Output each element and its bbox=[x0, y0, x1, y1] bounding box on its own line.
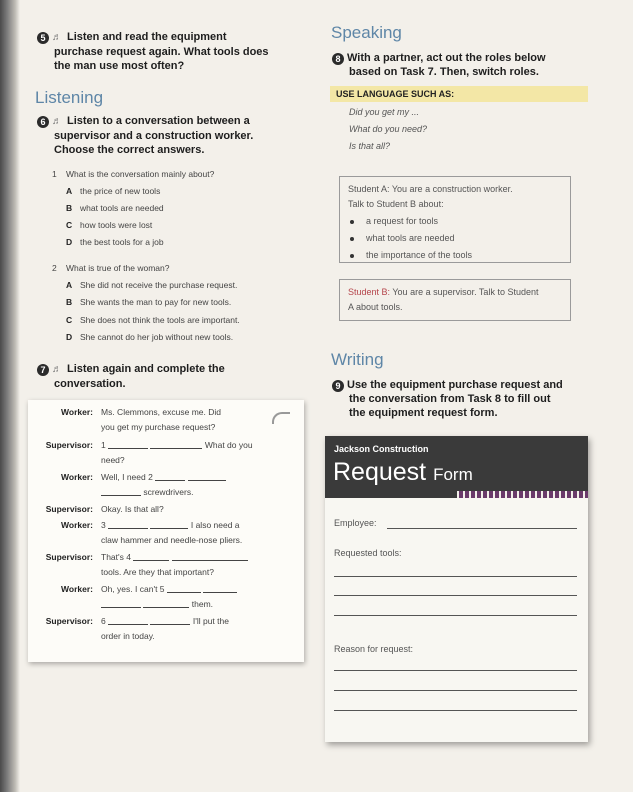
task-number-badge: 5 bbox=[37, 32, 49, 44]
form-header bbox=[325, 436, 588, 498]
question-2: 2 What is true of the woman? bbox=[52, 263, 170, 273]
task-number-badge: 7 bbox=[37, 364, 49, 376]
reason-label: Reason for request: bbox=[334, 644, 414, 654]
question-1: 1 What is the conversation mainly about? bbox=[52, 169, 215, 179]
question-2-option[interactable]: D She cannot do her job without new tools. bbox=[66, 332, 234, 342]
task-6-instruction: 6 ♬ Listen to a conversation between a supervisor and a construction worker. Choose the correct answers. bbox=[37, 114, 307, 157]
question-1-option[interactable]: C how tools were lost bbox=[66, 220, 153, 230]
student-a-role-box: Student A: You are a construction worker. Talk to Student B about: a request for tools what tools are needed the importance of the tools bbox=[339, 176, 571, 263]
student-b-role-box: Student B: You are a supervisor. Talk to Student A about tools. bbox=[339, 279, 571, 321]
answer-blank-5[interactable] bbox=[167, 583, 201, 593]
answer-blank-1[interactable] bbox=[108, 439, 148, 449]
task-number-badge: 6 bbox=[37, 116, 49, 128]
book-spine-shadow bbox=[0, 0, 20, 792]
employee-label: Employee: bbox=[334, 518, 377, 528]
audio-icon: ♬ bbox=[52, 116, 62, 127]
question-2-option[interactable]: B She wants the man to pay for new tools. bbox=[66, 297, 232, 307]
task-7-instruction: 7 ♬ Listen again and complete the conversation. bbox=[37, 362, 307, 391]
requested-tools-field[interactable] bbox=[334, 576, 577, 577]
reason-field[interactable] bbox=[334, 690, 577, 691]
task-number-badge: 8 bbox=[332, 53, 344, 65]
task-5-instruction: 5 ♬ Listen and read the equipment purchase request again. What tools does the man use most often? bbox=[37, 30, 307, 73]
audio-icon: ♬ bbox=[52, 364, 62, 375]
task-9-instruction: 9 Use the equipment purchase request and the conversation from Task 8 to fill out the equipment request form. bbox=[332, 378, 592, 420]
listening-heading: Listening bbox=[35, 88, 104, 107]
audio-icon: ♬ bbox=[52, 32, 62, 43]
dialogue-card: Worker: Ms. Clemmons, excuse me. Did you get my purchase request? Supervisor: 1 What do you need? Worker: Well, I need 2 screwdrivers. Supervisor: Okay. Is that all? Worker: 3 I also need a claw hammer and needle-nose pliers. Supervisor: That's 4 tools. Are they that important? Worker: Oh, yes. I can't 5 them. Supervisor: 6 I'll put the order in today. bbox=[28, 400, 304, 662]
question-2-option[interactable]: C She does not think the tools are important. bbox=[66, 315, 240, 325]
answer-blank-2[interactable] bbox=[155, 471, 185, 481]
phrase: Is that all? bbox=[349, 141, 391, 151]
example-phrases bbox=[349, 104, 427, 155]
phrase: Did you get my ... bbox=[349, 107, 420, 117]
requested-tools-label: Requested tools: bbox=[334, 548, 402, 558]
requested-tools-field[interactable] bbox=[334, 615, 577, 616]
question-2-option[interactable]: A She did not receive the purchase request. bbox=[66, 280, 238, 290]
question-1-option[interactable]: A the price of new tools bbox=[66, 186, 161, 196]
reason-field[interactable] bbox=[334, 670, 577, 671]
company-name: Jackson Construction bbox=[334, 444, 429, 454]
requested-tools-field[interactable] bbox=[334, 595, 577, 596]
form-body bbox=[325, 498, 588, 742]
answer-blank-3[interactable] bbox=[108, 519, 148, 529]
question-1-option[interactable]: B what tools are needed bbox=[66, 203, 164, 213]
task-8-instruction: 8 With a partner, act out the roles below based on Task 7. Then, switch roles. bbox=[332, 51, 592, 79]
phrase: What do you need? bbox=[349, 124, 428, 134]
request-form bbox=[325, 436, 588, 742]
use-language-label: USE LANGUAGE SUCH AS: bbox=[330, 86, 588, 102]
task-number-badge: 9 bbox=[332, 380, 344, 392]
bullet-item: a request for tools bbox=[348, 214, 562, 229]
answer-blank-4[interactable] bbox=[133, 551, 169, 561]
bullet-item: the importance of the tools bbox=[348, 248, 562, 263]
page-curl-icon bbox=[272, 412, 290, 424]
question-1-option[interactable]: D the best tools for a job bbox=[66, 237, 164, 247]
form-title: Request Form bbox=[333, 458, 473, 486]
bullet-item: what tools are needed bbox=[348, 231, 562, 246]
speaking-heading: Speaking bbox=[331, 23, 402, 42]
employee-field[interactable] bbox=[387, 528, 577, 529]
reason-field[interactable] bbox=[334, 710, 577, 711]
decorative-stripe bbox=[457, 491, 588, 498]
answer-blank-6[interactable] bbox=[108, 615, 148, 625]
writing-heading: Writing bbox=[331, 350, 384, 369]
